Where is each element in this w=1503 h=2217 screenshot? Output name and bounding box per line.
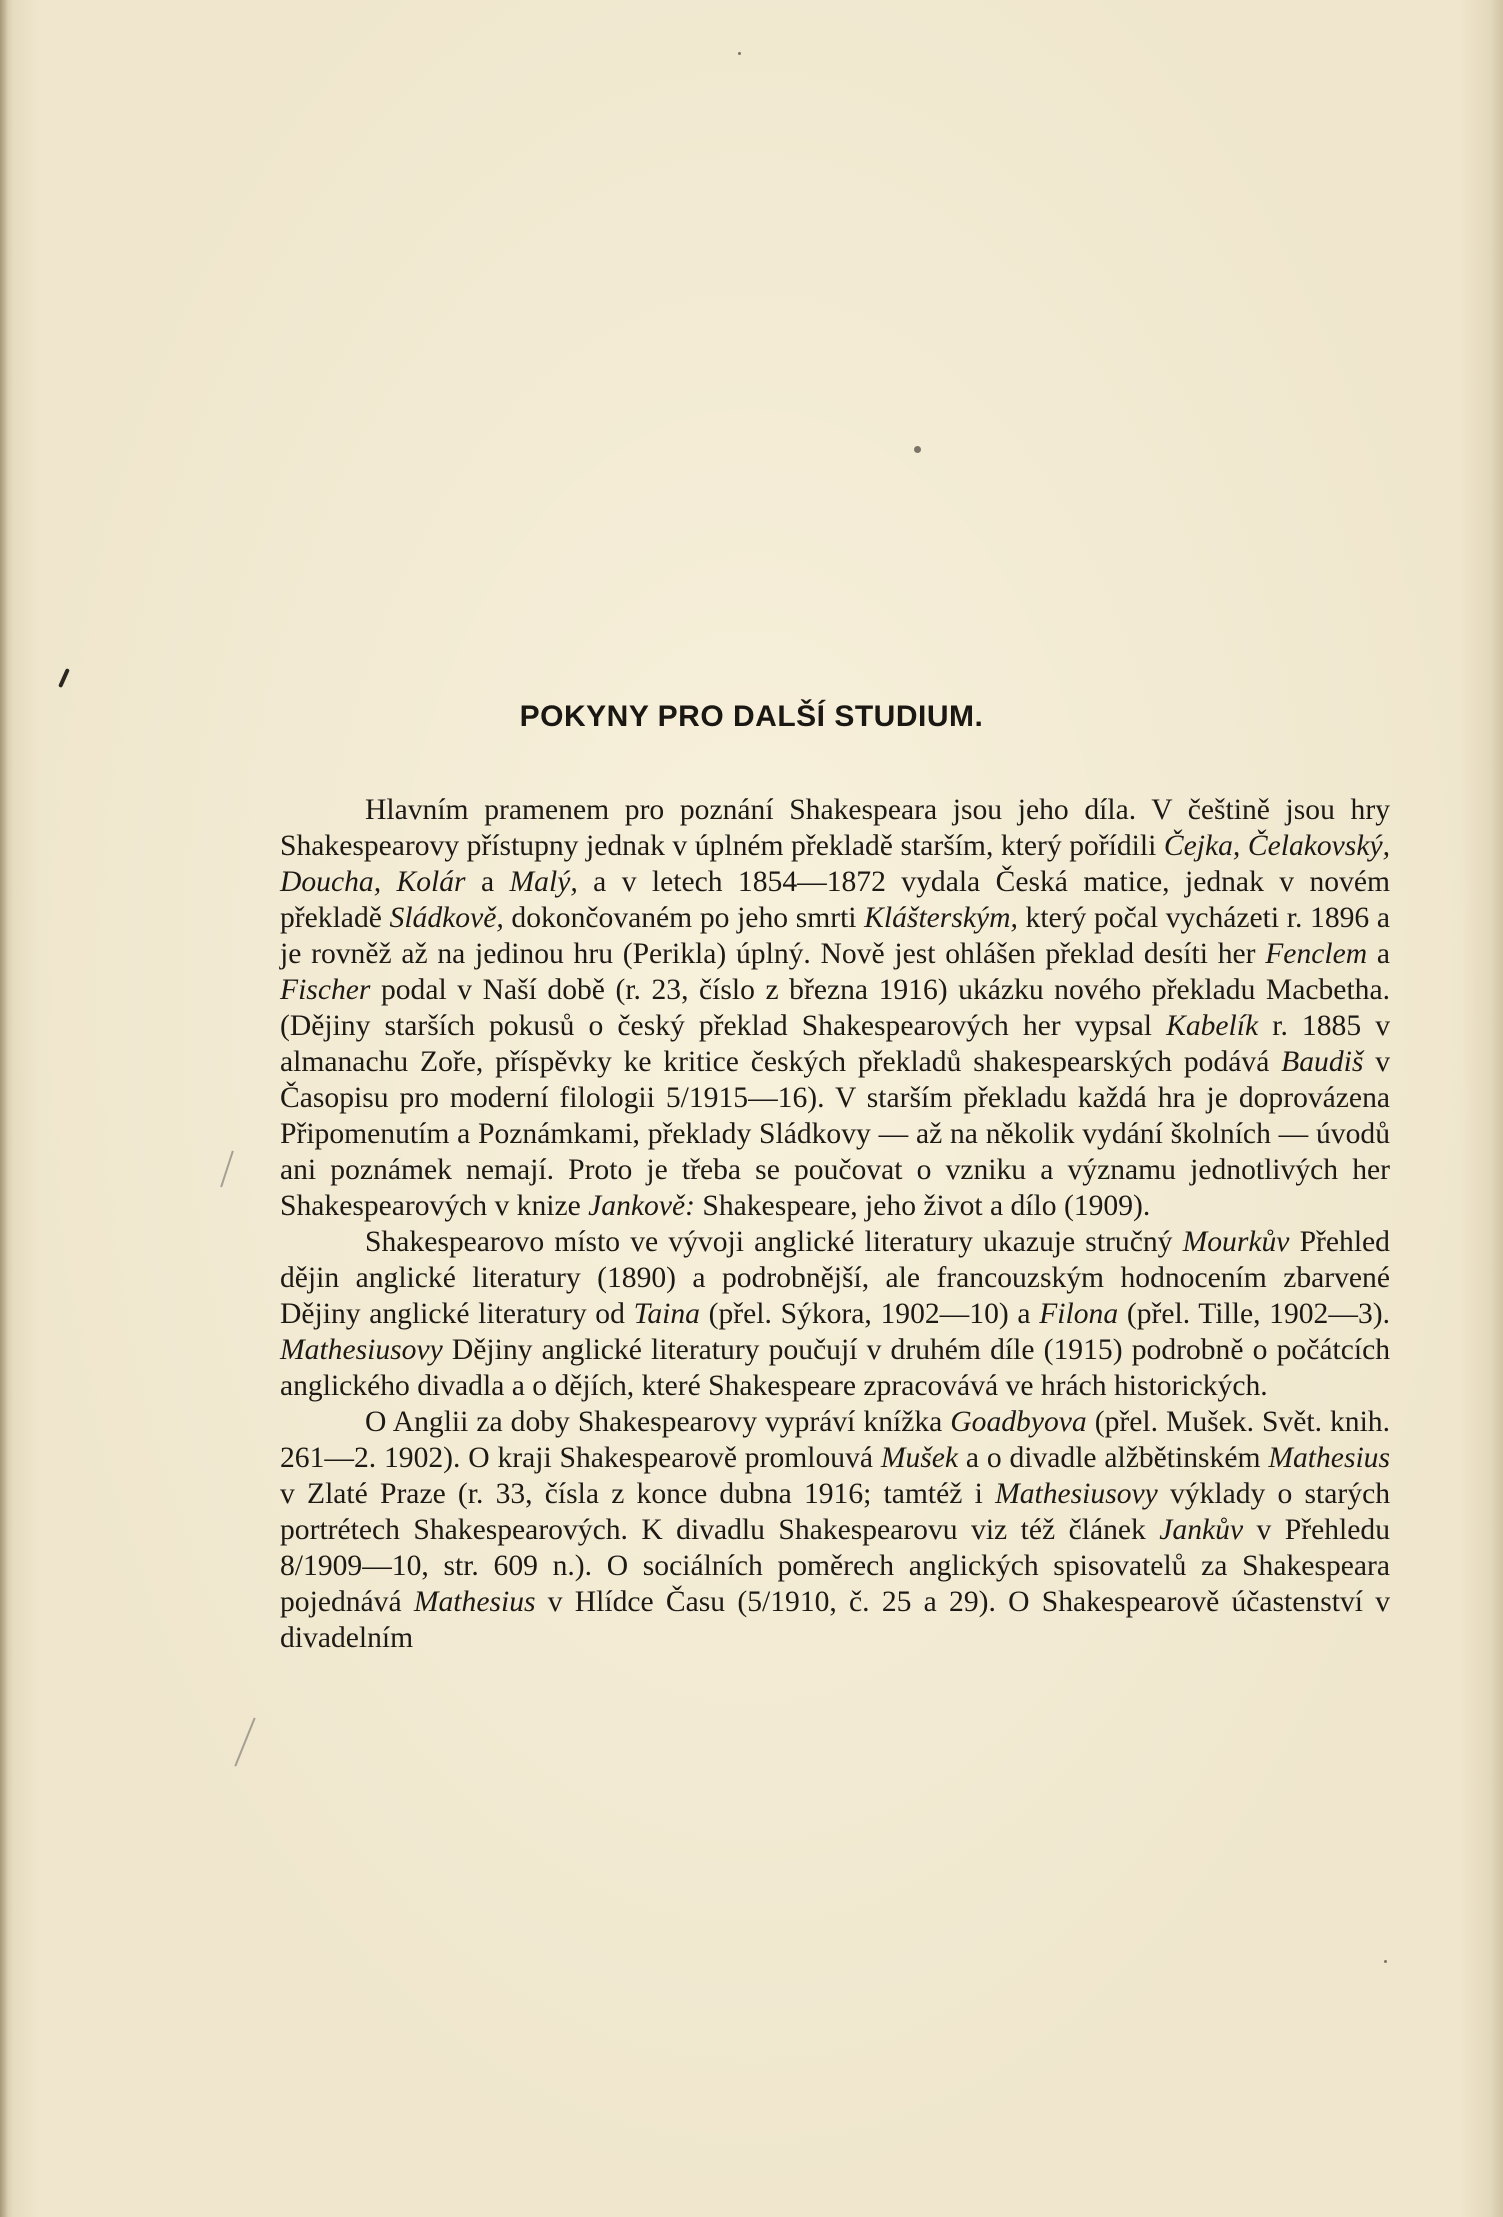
italic-name: Jankově: xyxy=(588,1190,695,1222)
text-run: a xyxy=(1367,938,1390,970)
text-run: r. 1885 v almanachu Zoře, příspěvky ke kritice českých překladů shakespearských podává xyxy=(280,1010,1390,1078)
italic-name: Malý, xyxy=(509,866,578,898)
paper-speck xyxy=(1384,1960,1387,1963)
italic-name: Čejka, Čelakovský, Doucha, Kolár xyxy=(280,830,1390,898)
italic-name: Fenclem xyxy=(1265,938,1368,970)
italic-name: Filona xyxy=(1039,1298,1119,1330)
italic-name: Mathesius xyxy=(1268,1442,1390,1474)
italic-name: Kabelík xyxy=(1166,1010,1259,1042)
text-run: dokončovaném po jeho smrti xyxy=(503,902,865,934)
text-run: (přel. Mušek. Svět. knih. 261—2. 1902). O kraji Shakespearově promlouvá xyxy=(280,1406,1390,1474)
italic-name: Mathesiusovy xyxy=(280,1334,443,1366)
text-run: (přel. Tille, 1902—3). xyxy=(1118,1298,1391,1330)
page-heading: POKYNY PRO DALŠÍ STUDIUM. xyxy=(519,700,984,733)
text-run: v Časopisu pro moderní filologii 5/1915—16). V starším překladu každá hra je doprovázena Připomenutím a Poznámkami, překlady Sládkovy — až na několik vydání školních — úvodů ani poznámek nemají. Proto je třeba se poučovat o vzniku a významu jednotlivých her Shakespearových v knize xyxy=(280,1046,1391,1222)
italic-name: Sládkově, xyxy=(389,902,504,934)
paragraph xyxy=(280,792,1390,1224)
text-run: Přehled dějin anglické literatury (1890) a podrobnější, ale francouzským hodnocením zbarvené Dějiny anglické literatury od xyxy=(280,1226,1390,1330)
text-run: v Přehledu 8/1909—10, str. 609 n.). O sociálních poměrech anglických spisovatelů za Shakespeara pojednává xyxy=(280,1514,1390,1618)
italic-name: Taina xyxy=(633,1298,700,1330)
text-run: a v letech 1854—1872 vydala Česká matice, jednak v novém překladě xyxy=(280,866,1391,934)
text-run: Hlavním pramenem pro poznání Shakespeara jsou jeho díla. V češtině jsou hry Shakespearovy přístupny jednak v úplném překladě starším, který pořídili xyxy=(280,794,1390,862)
italic-name: Goadbyova xyxy=(950,1406,1087,1438)
text-run: (přel. Sýkora, 1902—10) a xyxy=(699,1298,1040,1330)
italic-name: Mathesius xyxy=(413,1586,536,1618)
text-run: v Hlídce Času (5/1910, č. 25 a 29). O Shakespearově účastenství v divadelním xyxy=(280,1586,1390,1654)
italic-name: Jankův xyxy=(1159,1514,1244,1546)
text-run: který počal vycházeti r. 1896 a je rovněž až na jedinou hru (Perikla) úplný. Nově jest ohlášen překlad desíti her xyxy=(280,902,1390,970)
page-edge-shadow xyxy=(0,0,8,2217)
text-run: v Zlaté Praze (r. 33, čísla z konce dubna 1916; tamtéž i xyxy=(280,1478,996,1510)
text-run: podal v Naší době (r. 23, číslo z března 1916) ukázku nového překladu Macbetha. (Dějiny starších pokusů o český překlad Shakespearových her vypsal xyxy=(280,974,1390,1042)
text-run: O Anglii za doby Shakespearovy vypráví knížka xyxy=(365,1406,951,1438)
text-run: a xyxy=(465,866,510,898)
italic-name: Mušek xyxy=(880,1442,959,1474)
italic-name: Klášterským, xyxy=(864,902,1018,934)
body-text xyxy=(280,792,1390,1656)
italic-name: Mourkův xyxy=(1182,1226,1290,1258)
italic-name: Baudiš xyxy=(1281,1046,1364,1078)
ink-mark xyxy=(58,668,70,688)
italic-name: Mathesiusovy xyxy=(995,1478,1158,1510)
text-run: a o divadle alžbětinském xyxy=(958,1442,1269,1474)
paper-speck xyxy=(914,446,921,453)
text-run: Dějiny anglické literatury poučují v druhém díle (1915) podrobně o počátcích anglického divadla a o dějích, které Shakespeare zpracovává ve hrách historických. xyxy=(280,1334,1390,1402)
pencil-mark xyxy=(220,1151,234,1188)
text-run: Shakespeare, jeho život a dílo (1909). xyxy=(694,1190,1151,1222)
text-run: Shakespearovo místo ve vývoji anglické literatury ukazuje stručný xyxy=(365,1226,1183,1258)
paragraph xyxy=(280,1404,1390,1656)
pencil-mark xyxy=(234,1718,255,1767)
italic-name: Fischer xyxy=(280,974,371,1006)
paper-speck xyxy=(738,52,741,55)
paragraph xyxy=(280,1224,1390,1404)
text-run: výklady o starých portrétech Shakespearových. K divadlu Shakespearovu viz též článek xyxy=(280,1478,1391,1546)
